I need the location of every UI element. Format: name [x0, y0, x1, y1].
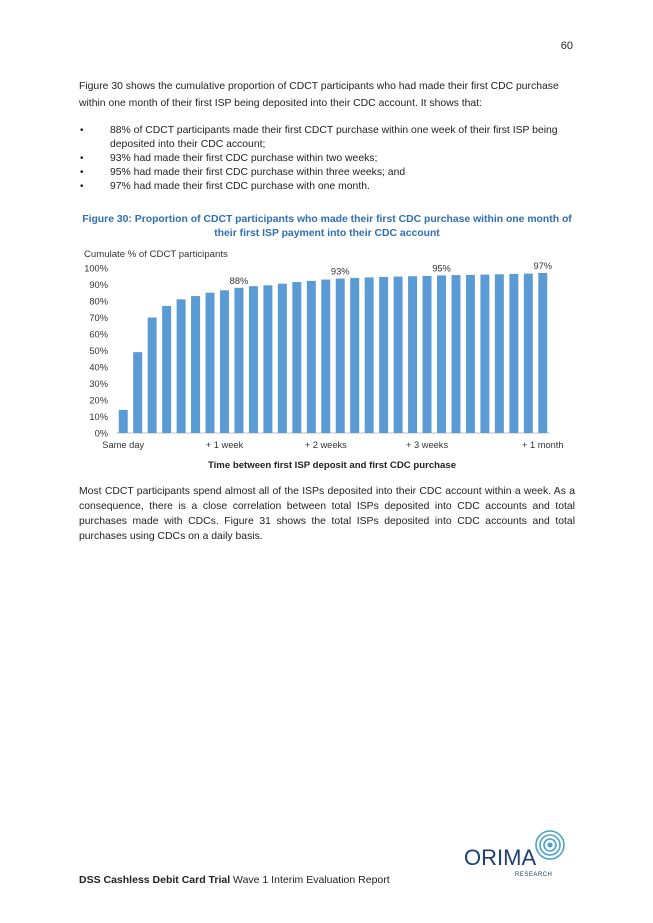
- bars: [119, 273, 548, 433]
- x-axis: [102, 440, 563, 450]
- data-label: 93%: [330, 266, 350, 277]
- x-tick-label: + 3 weeks: [405, 440, 449, 450]
- page-number: 60: [560, 40, 573, 52]
- y-tick-label: 100%: [84, 263, 108, 274]
- data-label: 97%: [533, 260, 553, 271]
- bullet-text: 93% had made their first CDC purchase within two weeks;: [110, 152, 378, 164]
- figure-caption-line1: Figure 30: Proportion of CDCT participants who made their first CDC purchase within one month of: [82, 214, 572, 225]
- bar: [119, 410, 128, 433]
- bar: [191, 296, 200, 433]
- y-axis: [84, 263, 108, 438]
- x-tick-label: + 2 weeks: [304, 440, 347, 450]
- bar: [278, 284, 287, 433]
- bar: [307, 281, 316, 433]
- x-tick-label: + 1 month: [521, 440, 564, 450]
- bar: [480, 275, 489, 433]
- list-item: [79, 124, 575, 151]
- logo-name: ORIMA: [464, 845, 537, 870]
- bar: [249, 286, 258, 433]
- x-tick-label: + 1 week: [205, 440, 244, 450]
- y-tick-label: 10%: [89, 411, 108, 422]
- y-tick-label: 50%: [89, 345, 108, 356]
- bar: [365, 277, 374, 433]
- y-tick-label: 20%: [89, 395, 108, 406]
- figure-caption-line2: their first ISP payment into their CDC account: [214, 228, 440, 239]
- bar: [394, 277, 403, 433]
- y-tick-label: 30%: [89, 378, 108, 389]
- bar: [133, 352, 142, 433]
- findings-list: [79, 124, 575, 194]
- bar: [509, 274, 518, 433]
- bar: [321, 280, 330, 433]
- list-item: [79, 152, 575, 166]
- bar: [206, 293, 215, 433]
- bar: [408, 276, 417, 433]
- intro-paragraph: Figure 30 shows the cumulative proportion of CDCT participants who had made their first CDC purchase within one month of their first ISP being deposited into their CDC account. It shows that:: [79, 81, 559, 109]
- x-tick-label: Same day: [102, 440, 145, 450]
- bar: [524, 274, 533, 433]
- bar: [148, 318, 157, 434]
- bar: [234, 288, 243, 433]
- bar: [451, 275, 460, 433]
- x-axis-title: Time between first ISP deposit and first CDC purchase: [207, 460, 457, 471]
- bullet-icon: •: [80, 180, 84, 192]
- bullet-icon: •: [80, 166, 84, 178]
- bar: [350, 278, 359, 433]
- bar: [379, 277, 388, 433]
- y-tick-label: 90%: [89, 279, 108, 290]
- data-label: 88%: [229, 275, 249, 286]
- bullet-icon: •: [80, 152, 84, 164]
- bar: [336, 279, 345, 433]
- logo-dot: [548, 843, 553, 848]
- data-label: 95%: [432, 263, 451, 274]
- orima-logo: [462, 826, 572, 882]
- y-tick-label: 80%: [89, 296, 108, 307]
- bullet-icon: •: [80, 125, 84, 136]
- bullet-text: 88% of CDCT participants made their first CDCT purchase within one week of their first ISP being deposited into their CDC account;: [110, 125, 558, 150]
- bar: [466, 275, 475, 433]
- bar: [423, 276, 432, 433]
- bullet-text: 95% had made their first CDC purchase within three weeks; and: [110, 166, 406, 178]
- bar: [538, 273, 547, 433]
- figure-caption: [79, 213, 575, 241]
- cumulative-purchase-chart: [78, 243, 578, 473]
- bullet-text: 97% had made their first CDC purchase with one month.: [110, 180, 370, 192]
- y-tick-label: 70%: [89, 312, 108, 323]
- footer: [79, 874, 390, 886]
- closing-paragraph: Most CDCT participants spend almost all of the ISPs deposited into their CDC account within a week. As a consequence, there is a close correlation between total ISPs deposited into CDC accounts and total purchases made with CDCs. Figure 31 shows the total ISPs deposited into CDC accounts and total purchases using CDCs on a daily basis.: [79, 486, 575, 542]
- bar: [495, 274, 504, 433]
- bar: [263, 285, 272, 433]
- list-item: [79, 166, 575, 180]
- bar: [220, 290, 229, 433]
- footer-subtitle: Wave 1 Interim Evaluation Report: [230, 874, 390, 886]
- list-item: [79, 180, 575, 194]
- bar: [162, 306, 171, 433]
- bar: [177, 299, 186, 433]
- y-tick-label: 0%: [94, 428, 108, 439]
- footer-title: DSS Cashless Debit Card Trial: [79, 874, 231, 886]
- logo-subtitle: RESEARCH: [515, 872, 553, 878]
- bar: [437, 275, 446, 433]
- y-tick-label: 60%: [89, 329, 108, 340]
- y-axis-title: Cumulate % of CDCT participants: [84, 249, 228, 260]
- y-tick-label: 40%: [89, 362, 108, 373]
- bar: [292, 282, 301, 433]
